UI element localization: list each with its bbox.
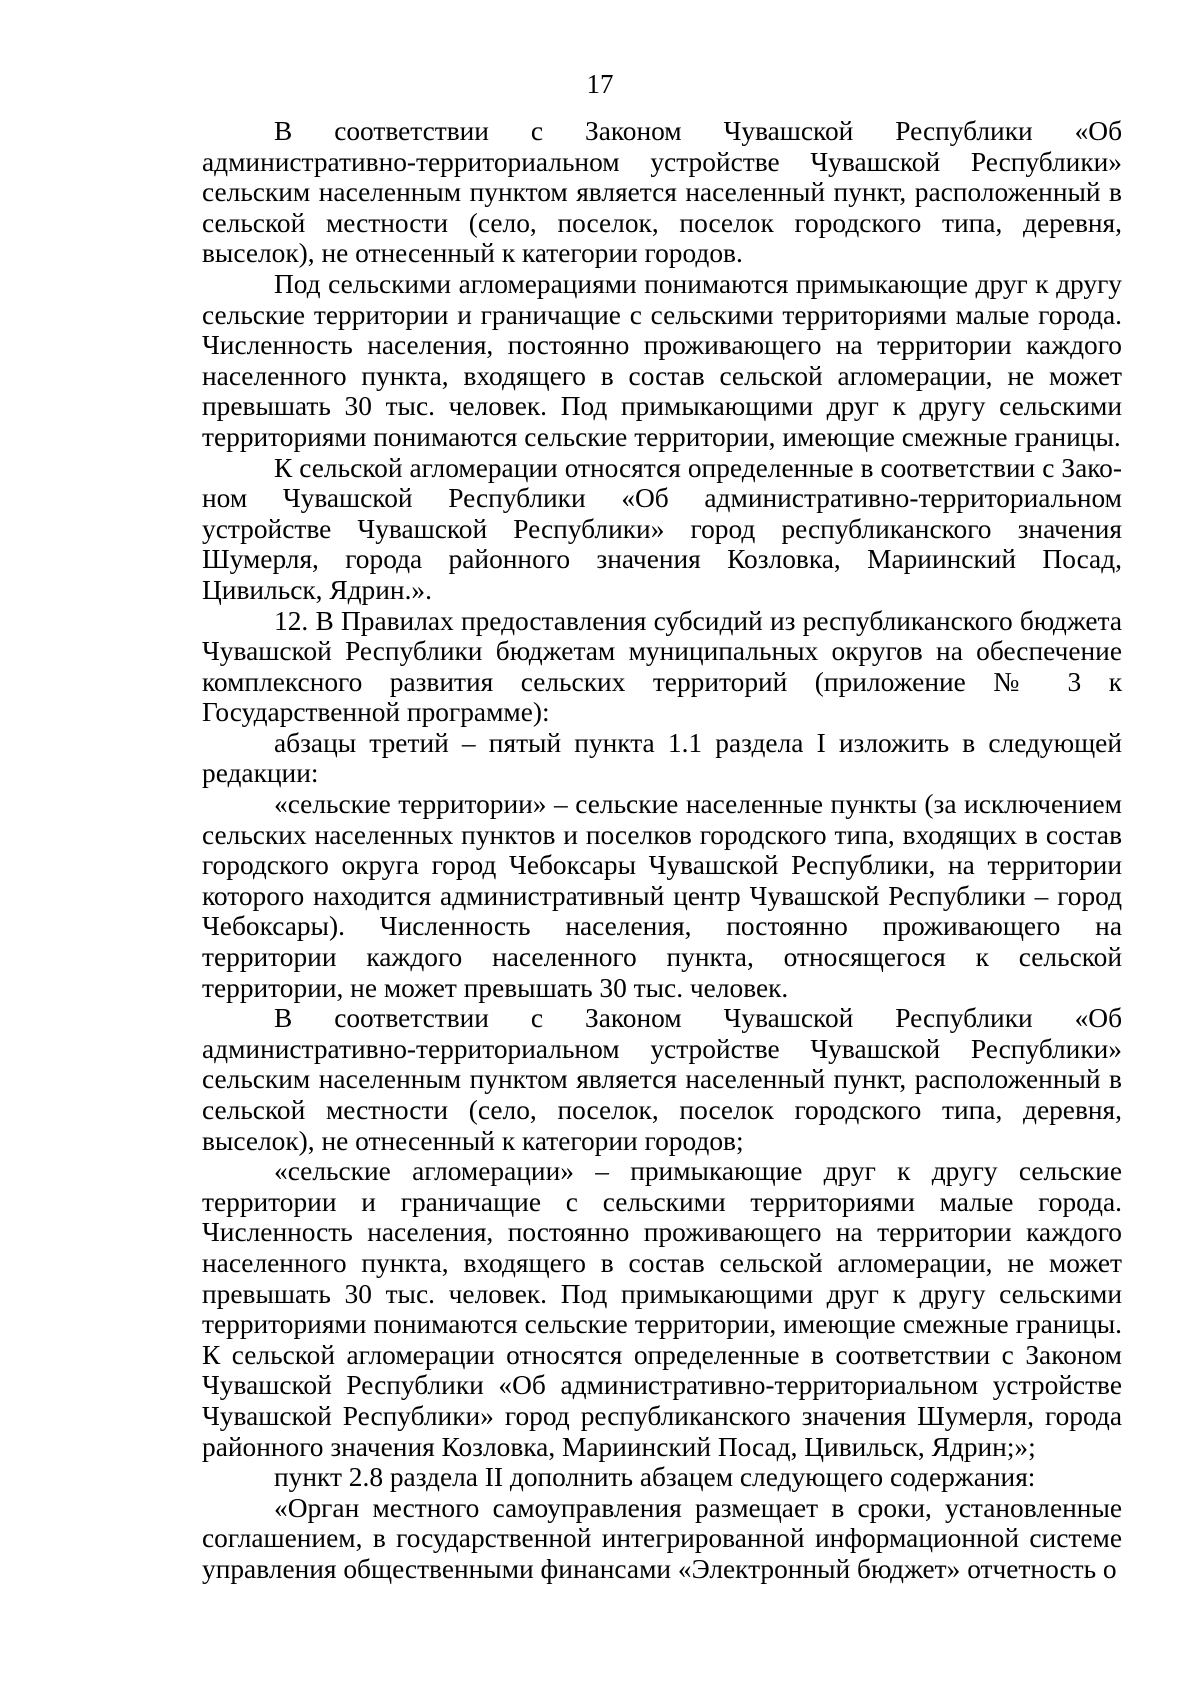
paragraph: Под сельскими агломерациями понимаются примыкающие друг к другу сельские территории и граничащие с сельскими территориями малые города. Численность населения, постоянно проживающего на территории каждого населенного пункта, входящего в состав сельской агломерации, не может превышать 30 тыс. человек. Под примыкающими друг к другу сельскими территориями понимаются сельские территории, имеющие смежные границы. — [202, 268, 1122, 452]
paragraph: «сельские агломерации» – примыкающие друг к другу сельские территории и граничащие с сельскими территориями малые города. Численность населения, постоянно проживающего на территории каждого населенного пункта, входящего в состав сельской агломерации, не может превышать 30 тыс. человек. Под примыкающими друг к другу сельскими территориями понимаются сельские территории, имеющие смежные границы. К сельской агломерации относятся определенные в соответствии с Законом Чувашской Республики «Об административно-территориальном устройстве Чувашской Республики» город республиканского значения Шумерля, города районного значения Козловка, Мариинский Посад, Цивильск, Ядрин;»; — [202, 1156, 1122, 1462]
paragraph: «сельские территории» – сельские населенные пункты (за исключением сельских населенных пунктов и поселков городского типа, входящих в состав городского округа город Чебоксары Чувашской Республики, на территории которого находится административный центр Чувашской Республики – город Чебоксары). Численность населения, постоянно проживающего на территории каждого населенного пункта, относящегося к сельской территории, не может превышать 30 тыс. человек. — [202, 789, 1122, 1003]
paragraph: В соответствии с Законом Чувашской Республики «Об административно-территориальном устройстве Чувашской Республики» сельским населенным пунктом является населенный пункт, расположенный в сельской местности (село, поселок, поселок городского типа, деревня, выселок), не отнесенный к категории городов. — [202, 116, 1122, 269]
paragraph: В соответствии с Законом Чувашской Республики «Об административно-территориальном устройстве Чувашской Республики» сельским населенным пунктом является населенный пункт, расположенный в сельской местности (село, поселок, поселок городского типа, деревня, выселок), не отнесенный к категории городов; — [202, 1003, 1122, 1156]
paragraph: К сельской агломерации относятся определенные в соответствии с Законом Чувашской Республики «Об административно-территориальном устройстве Чувашской Республики» город республиканского значения Шумерля, города районного значения Козловка, Мариинский Посад, Цивильск, Ядрин.». — [202, 452, 1122, 605]
paragraph: 12. В Правилах предоставления субсидий из республиканского бюджета Чувашской Республики бюджетам муниципальных округов на обеспечение комплексного развития сельских территорий (приложение № 3 к Государственной программе): — [202, 605, 1122, 728]
paragraph: «Орган местного самоуправления размещает в сроки, установленные соглашением, в государственной интегрированной информационной системе управления общественными финансами «Электронный бюджет» отчетность о — [202, 1492, 1122, 1584]
document-body — [202, 116, 1122, 1585]
paragraph: абзацы третий – пятый пункта 1.1 раздела I изложить в следующей редакции: — [202, 727, 1122, 789]
page-number: 17 — [586, 69, 614, 99]
paragraph: пункт 2.8 раздела II дополнить абзацем следующего содержания: — [274, 1462, 1036, 1493]
